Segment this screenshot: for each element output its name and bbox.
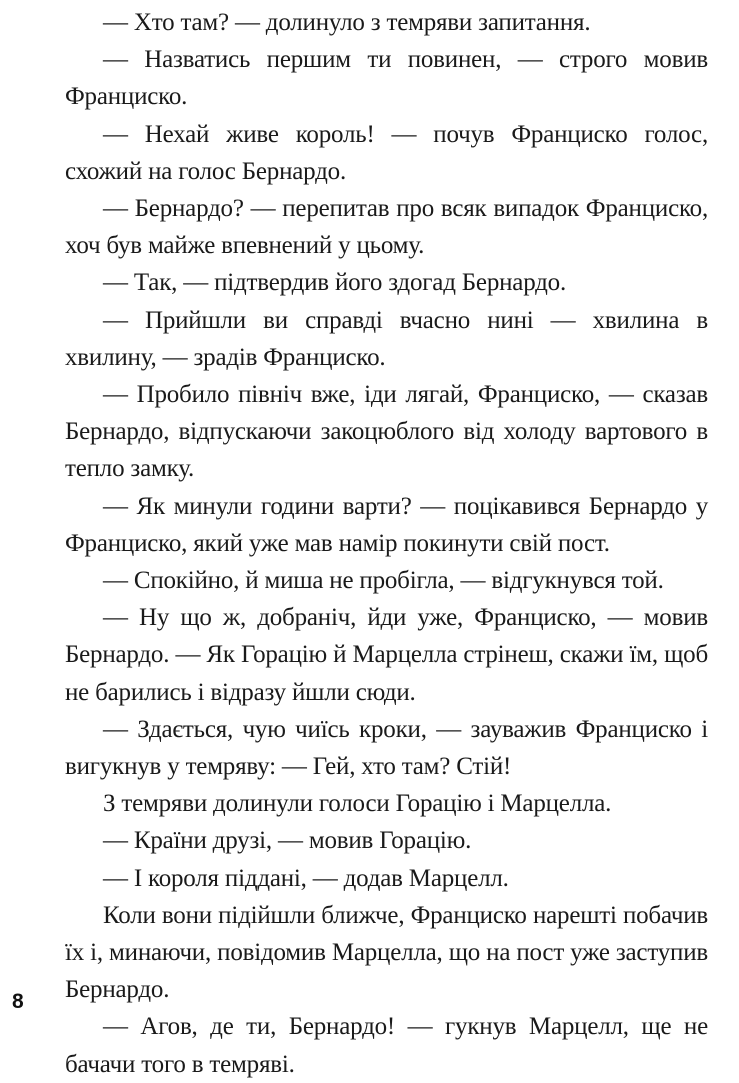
paragraph: — Здається, чую чиїсь кроки, — зауважив Франциско і вигукнув у темряву: — Гей, хто там? Стій! xyxy=(65,715,708,781)
paragraph: — І короля піддані, — додав Марцелл. xyxy=(103,864,509,892)
paragraph: З темряви долинули голоси Горацію і Марцелла. xyxy=(103,790,612,818)
paragraph: — Нехай живе король! — почув Франциско голос, схожий на голос Бернардо. xyxy=(65,120,708,185)
paragraph: — Пробило північ вже, іди лягай, Франциско, — сказав Бернардо, відпускаючи закоцюблого від холоду вартового в тепло замку. xyxy=(65,381,708,483)
paragraph: Коли вони підійшли ближче, Франциско нарешті побачив їх і, минаючи, повідомив Марцелла, що на пост уже заступив Бернардо. xyxy=(65,901,708,1004)
page-body-text xyxy=(65,4,708,1083)
page-number: 8 xyxy=(12,990,24,1013)
paragraph: — Прийшли ви справді вчасно нині — хвилина в хвилину, — зрадів Франциско. xyxy=(65,306,708,371)
paragraph: — Назватись першим ти повинен, — строго мовив Франциско. xyxy=(65,46,708,111)
paragraph: — Ну що ж, добраніч, йди уже, Франциско, — мовив Бернардо. — Як Горацію й Марцелла стрінеш, скажи їм, щоб не барились і відразу йшли сюди. xyxy=(65,604,708,706)
paragraph: — Країни друзі, — мовив Горацію. xyxy=(103,827,472,855)
paragraph: — Агов, де ти, Бернардо! — гукнув Марцелл, ще не бачачи того в темряві. xyxy=(65,1013,708,1078)
paragraph: — Так, — підтвердив його здогад Бернардо. xyxy=(103,269,567,297)
paragraph: — Бернардо? — перепитав про всяк випадок Франциско, хоч був майже впевнений у цьому. xyxy=(65,195,708,260)
paragraph: — Як минули години варти? — поцікавився Бернардо у Франциско, який уже мав намір покинути свій пост. xyxy=(65,492,708,557)
paragraph: — Спокійно, й миша не пробігла, — відгукнувся той. xyxy=(103,567,664,595)
paragraph: — Хто там? — долинуло з темряви запитання. xyxy=(103,9,591,36)
